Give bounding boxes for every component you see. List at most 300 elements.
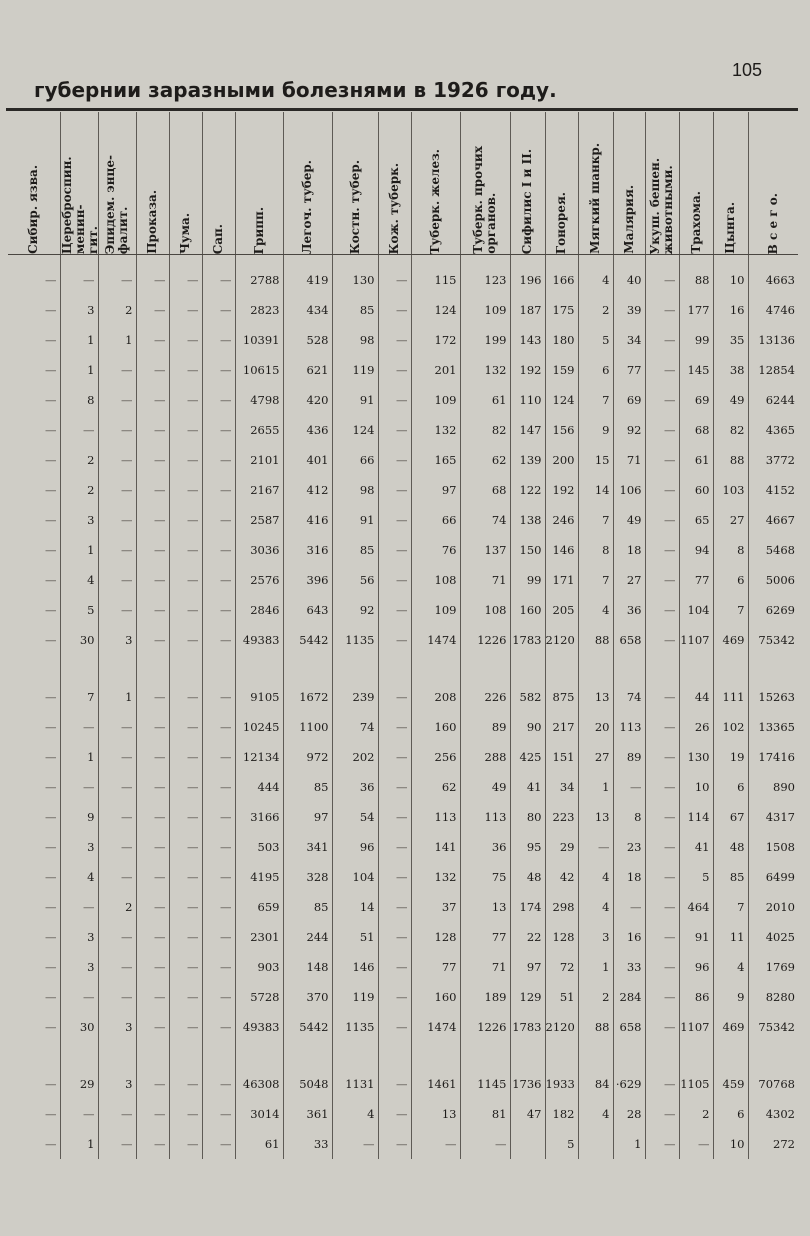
column-header [510,112,545,255]
table-cell: 132 [460,355,510,385]
table-cell: — [169,385,202,415]
column-header [613,112,645,255]
table-cell: 2 [578,295,613,325]
table-cell: 284 [613,982,645,1012]
table-cell: — [136,712,169,742]
table-cell: — [169,832,202,862]
column-header-label: Эпидем. энце- фалит. [103,154,130,254]
table-cell: 89 [613,742,645,772]
table-cell: 298 [545,892,578,922]
table-cell: 16 [713,295,748,325]
table-cell: 328 [283,862,332,892]
table-cell: — [645,772,679,802]
table-cell: 582 [510,682,545,712]
table-cell: 102 [713,712,748,742]
table-cell: 88 [679,265,713,295]
table-cell: 36 [332,772,378,802]
table-cell: 643 [283,595,332,625]
table-cell: — [45,1107,57,1121]
table-cell: 3 [98,1069,136,1099]
table-cell: 88 [578,1012,613,1042]
table-cell: 146 [332,952,378,982]
table-cell: 98 [332,475,378,505]
disease-statistics-table [8,112,798,1159]
table-cell: 74 [613,682,645,712]
table-cell: 159 [545,355,578,385]
table-cell: — [169,772,202,802]
table-cell: 122 [510,475,545,505]
gap-cell [545,1042,578,1069]
table-cell: 91 [332,505,378,535]
table-cell: 4 [713,952,748,982]
table-cell: 4152 [748,475,798,505]
table-cell: 196 [510,265,545,295]
table-cell: — [45,720,57,734]
table-cell: — [378,385,411,415]
gap-cell [169,1042,202,1069]
table-cell: 66 [411,505,460,535]
table-cell: — [136,922,169,952]
gap-cell [460,1042,510,1069]
table-cell: 13136 [748,325,798,355]
table-cell: — [98,982,136,1012]
table-cell: 91 [679,922,713,952]
table-cell: 2 [60,475,98,505]
table-cell: 1107 [679,625,713,655]
table-cell: 3 [60,922,98,952]
table-cell: 56 [332,565,378,595]
table-cell: — [645,565,679,595]
table-cell: — [98,595,136,625]
table-cell: — [136,892,169,922]
gap-cell [411,655,460,682]
column-header-label: Сифилис I и II. [520,148,534,254]
table-cell: 47 [510,1099,545,1129]
table-cell: 2 [98,892,136,922]
column-header-label: Грипп. [251,206,266,254]
gap-cell [98,655,136,682]
table-cell: — [613,772,645,802]
table-cell: — [98,1099,136,1129]
table-cell: 4025 [748,922,798,952]
table-cell: 91 [332,385,378,415]
table-cell: 143 [510,325,545,355]
table-cell: 7 [578,565,613,595]
table-cell: 1 [60,325,98,355]
table-cell: 5006 [748,565,798,595]
table-cell: 1474 [411,1012,460,1042]
table-cell: 113 [460,802,510,832]
table-cell: — [169,535,202,565]
table-cell: — [332,1129,378,1159]
table-cell: 29 [545,832,578,862]
table-cell: — [645,802,679,832]
table-cell: 13365 [748,712,798,742]
table-cell: 436 [283,415,332,445]
table-cell: 115 [411,265,460,295]
table-cell: — [60,772,98,802]
header-row [8,112,798,255]
table-cell: 7 [60,682,98,712]
table-cell: — [645,892,679,922]
table-cell: — [645,595,679,625]
table-cell: 147 [510,415,545,445]
table-cell: 97 [411,475,460,505]
table-cell: 86 [679,982,713,1012]
table-cell: 109 [411,385,460,415]
table-cell: 4195 [235,862,283,892]
table-cell: 4302 [748,1099,798,1129]
table-cell: 77 [679,565,713,595]
table-cell: 4 [578,595,613,625]
table-cell: — [169,952,202,982]
table-cell: 119 [332,982,378,1012]
table-cell: 13 [578,682,613,712]
table-cell: — [45,750,57,764]
table-cell: 124 [411,295,460,325]
table-row [8,862,798,892]
column-header [60,112,98,255]
table-cell: 94 [679,535,713,565]
column-header [202,112,235,255]
gap-cell [510,655,545,682]
column-header-label: Проказа. [145,190,159,254]
table-cell: 3014 [235,1099,283,1129]
table-cell: 464 [679,892,713,922]
table-cell: — [136,682,169,712]
table-cell: 2 [578,982,613,1012]
table-row [8,355,798,385]
table-cell: 10 [713,265,748,295]
table-cell: 68 [679,415,713,445]
table-cell: — [169,265,202,295]
table-cell: 3 [60,832,98,862]
column-header [283,112,332,255]
table-cell: 160 [411,712,460,742]
gap-cell [679,655,713,682]
table-cell: 27 [713,505,748,535]
table-cell: 4798 [235,385,283,415]
table-cell: 1 [98,682,136,712]
table-cell: — [136,742,169,772]
table-cell: — [202,982,235,1012]
table-cell: 7 [578,505,613,535]
table-cell: 92 [613,415,645,445]
table-cell: 174 [510,892,545,922]
table-cell: 151 [545,742,578,772]
table-cell: — [169,325,202,355]
table-cell: — [645,952,679,982]
spacer-cell [713,255,748,266]
table-cell: 5442 [283,625,332,655]
table-cell: 60 [679,475,713,505]
table-cell: — [378,295,411,325]
table-cell: 41 [510,772,545,802]
table-cell: 7 [578,385,613,415]
table-cell: 189 [460,982,510,1012]
table-cell: 39 [613,295,645,325]
table-cell: 2167 [235,475,283,505]
table-cell: 10 [679,772,713,802]
table-cell: 4317 [748,802,798,832]
table-cell: — [136,355,169,385]
table-cell: 1100 [283,712,332,742]
table-cell: 4667 [748,505,798,535]
table-cell: 226 [460,682,510,712]
table-cell: 1783 [510,625,545,655]
table-cell: 18 [613,862,645,892]
column-header-label: Сап. [211,223,225,254]
table-cell: 972 [283,742,332,772]
table-cell: — [60,415,98,445]
table-cell: 401 [283,445,332,475]
table-cell: — [45,960,57,974]
table-cell: 14 [332,892,378,922]
table-cell: 8 [60,385,98,415]
table-cell: — [202,1012,235,1042]
spacer-cell [545,255,578,266]
table-cell: — [460,1129,510,1159]
column-header-label: Легоч. тубер. [300,159,314,254]
table-cell: 272 [748,1129,798,1159]
column-header [332,112,378,255]
table-cell: 80 [510,802,545,832]
table-cell: — [613,892,645,922]
table-cell: — [98,265,136,295]
table-cell: — [136,475,169,505]
table-cell: 459 [713,1069,748,1099]
table-cell: 1 [98,325,136,355]
table-cell: 104 [679,595,713,625]
table-cell: — [411,1129,460,1159]
table-cell: 1508 [748,832,798,862]
table-row [8,982,798,1012]
table-row [8,952,798,982]
gap-cell [98,1042,136,1069]
gap-cell [713,1042,748,1069]
section-gap-row [8,1042,798,1069]
table-cell: — [378,1099,411,1129]
gap-cell [460,655,510,682]
table-cell: 180 [545,325,578,355]
table-cell: — [98,922,136,952]
table-cell: — [169,415,202,445]
table-cell: 2 [60,445,98,475]
table-cell: 150 [510,535,545,565]
table-cell: — [98,1129,136,1159]
table-row [8,832,798,862]
table-cell: 148 [283,952,332,982]
table-cell: 6269 [748,595,798,625]
table-cell: 160 [411,982,460,1012]
table-cell: — [136,565,169,595]
table-cell: 104 [332,862,378,892]
table-cell: 187 [510,295,545,325]
table-cell: 22 [510,922,545,952]
table-cell: — [169,1069,202,1099]
table-cell: — [378,682,411,712]
table-cell: 2846 [235,595,283,625]
column-header-label: Мягкий шанкр. [588,143,602,254]
table-cell: 503 [235,832,283,862]
table-cell: — [378,982,411,1012]
table-cell: 3 [60,505,98,535]
table-cell: — [45,483,57,497]
page-number: 105 [732,60,763,80]
table-cell: — [202,802,235,832]
table-cell: 18 [613,535,645,565]
table-cell: 5728 [235,982,283,1012]
table-cell: — [60,1099,98,1129]
table-cell: 166 [545,265,578,295]
table-cell: — [645,355,679,385]
table-cell: 76 [411,535,460,565]
table-cell: — [679,1129,713,1159]
table-cell: 4 [60,565,98,595]
table-row [8,802,798,832]
table-cell: — [202,325,235,355]
top-rule [6,108,798,111]
table-cell: 88 [713,445,748,475]
table-cell: — [169,682,202,712]
table-cell: 40 [613,265,645,295]
table-cell: — [45,930,57,944]
table-cell: — [136,802,169,832]
table-cell: 98 [332,325,378,355]
table-cell: — [378,355,411,385]
table-cell: 4 [332,1099,378,1129]
table-cell: 110 [510,385,545,415]
table-cell: — [45,393,57,407]
table-cell: 97 [510,952,545,982]
table-cell: — [578,832,613,862]
table-cell: — [378,475,411,505]
table-cell: — [136,772,169,802]
gap-cell [411,1042,460,1069]
table-cell: — [136,535,169,565]
table-cell: — [378,265,411,295]
table-row [8,922,798,952]
table-row [8,295,798,325]
table-cell: — [45,780,57,794]
table-cell: — [202,1099,235,1129]
table-cell: 37 [411,892,460,922]
table-cell: — [136,295,169,325]
table-cell: 75342 [748,1012,798,1042]
table-cell: 2788 [235,265,283,295]
table-cell: 6 [578,355,613,385]
table-cell: 138 [510,505,545,535]
table-cell: — [45,900,57,914]
gap-cell [202,1042,235,1069]
table-cell: — [378,772,411,802]
table-cell: 71 [613,445,645,475]
table-cell: — [645,535,679,565]
column-header [169,112,202,255]
table-cell: 27 [613,565,645,595]
column-header [545,112,578,255]
table-cell: — [45,363,57,377]
table-cell: 8 [613,802,645,832]
table-cell: 49 [613,505,645,535]
table-cell: 61 [460,385,510,415]
table-cell: 145 [679,355,713,385]
table-cell: 99 [679,325,713,355]
table-cell: 66 [332,445,378,475]
table-cell: — [45,1137,57,1151]
table-body [8,255,798,1160]
table-cell: 48 [713,832,748,862]
table-cell: 9105 [235,682,283,712]
gap-cell [613,1042,645,1069]
table-cell: — [45,990,57,1004]
gap-cell [202,655,235,682]
table-cell: 34 [613,325,645,355]
table-cell: — [169,712,202,742]
table-row [8,742,798,772]
table-cell: 9 [578,415,613,445]
table-cell: — [202,415,235,445]
table-cell: — [645,832,679,862]
table-cell: — [136,625,169,655]
table-cell: 202 [332,742,378,772]
table-cell: — [136,1099,169,1129]
table-cell: — [645,1099,679,1129]
column-header [98,112,136,255]
table-cell: 130 [332,265,378,295]
table-cell: — [136,1012,169,1042]
table-cell: 29 [60,1069,98,1099]
table-cell: — [645,505,679,535]
table-cell: — [378,952,411,982]
table-cell: 48 [510,862,545,892]
table-cell: 99 [510,565,545,595]
table-cell: 114 [679,802,713,832]
table-cell: 2101 [235,445,283,475]
table-cell: — [202,712,235,742]
table-cell: — [645,742,679,772]
gap-cell [645,1042,679,1069]
table-cell: — [645,1069,679,1099]
table-cell: 528 [283,325,332,355]
table-cell: — [202,922,235,952]
table-cell: 3772 [748,445,798,475]
table-cell: 3 [60,295,98,325]
gap-cell [332,1042,378,1069]
column-header-label: Цереброспин. менин- гит. [59,156,100,254]
column-header-label: Трахома. [688,191,703,254]
table-cell: 113 [411,802,460,832]
table-cell: 85 [713,862,748,892]
table-cell: 15 [578,445,613,475]
table-cell: — [202,565,235,595]
table-cell: — [98,355,136,385]
table-cell: 42 [545,862,578,892]
table-cell: 62 [411,772,460,802]
table-row [8,445,798,475]
table-cell: — [202,892,235,922]
table-cell: — [202,682,235,712]
table-cell: 5468 [748,535,798,565]
table-cell: 1 [60,535,98,565]
table-cell: 1672 [283,682,332,712]
spacer-cell [748,255,798,266]
table-cell: 1461 [411,1069,460,1099]
table-cell: — [202,952,235,982]
table-cell: — [645,712,679,742]
table-cell: — [645,682,679,712]
table-cell: — [60,265,98,295]
